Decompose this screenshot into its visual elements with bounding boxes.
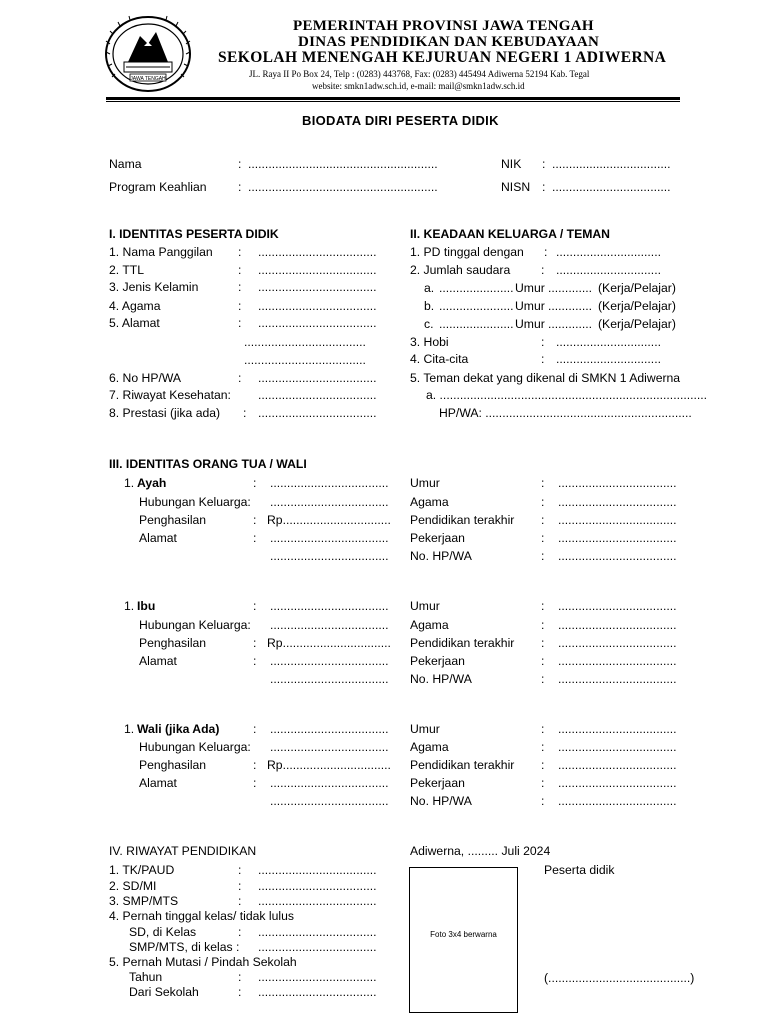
tahun-label: Tahun: [129, 970, 163, 984]
parent-num: 1.: [124, 599, 135, 613]
teman-dekat-label: 5. Teman dekat yang dikenal di SMKN 1 Adiwerna: [410, 371, 681, 385]
umur-field[interactable]: ...................................: [558, 722, 677, 736]
sibling-umur-field[interactable]: .............: [548, 317, 593, 331]
penghasilan-label: Penghasilan: [139, 758, 207, 772]
sibling-umur-field[interactable]: .............: [548, 299, 593, 313]
sibling-umur-label: Umur: [515, 299, 545, 313]
right-colon: :: [541, 776, 545, 790]
right-colon: :: [541, 654, 545, 668]
s1-field[interactable]: ....................................: [244, 353, 366, 367]
pekerjaan-field[interactable]: ...................................: [558, 654, 677, 668]
parent-colon: :: [253, 599, 257, 613]
peserta-didik-label: Peserta didik: [544, 863, 615, 877]
parent-name: Ibu: [137, 599, 156, 613]
s1-label: 2. TTL: [109, 263, 144, 277]
hpwa-label: No. HP/WA: [410, 549, 472, 563]
penghasilan-label: Penghasilan: [139, 636, 207, 650]
pendidikan-label: Pendidikan terakhir: [410, 636, 515, 650]
agama-field[interactable]: ...................................: [558, 618, 677, 632]
signature-name-field[interactable]: (..........................................): [544, 971, 695, 985]
right-colon: :: [541, 549, 545, 563]
kop-divider-thin: [106, 101, 680, 102]
hpwa-field[interactable]: ...................................: [558, 672, 677, 686]
s1-label: 5. Alamat: [109, 316, 160, 330]
parent-num: 1.: [124, 476, 135, 490]
hobi-label: 3. Hobi: [410, 335, 449, 349]
sd-field[interactable]: ...................................: [258, 879, 377, 893]
right-colon: :: [541, 513, 545, 527]
right-colon: :: [541, 758, 545, 772]
penghasilan-colon: :: [253, 758, 257, 772]
sibling-letter: a.: [424, 281, 435, 295]
s1-field[interactable]: ...................................: [258, 245, 377, 259]
right-colon: :: [541, 672, 545, 686]
right-colon: :: [541, 531, 545, 545]
sibling-name-field[interactable]: ......................: [439, 281, 514, 295]
section-4-heading: IV. RIWAYAT PENDIDIKAN: [109, 844, 257, 858]
s1-colon: :: [238, 245, 242, 259]
pekerjaan-label: Pekerjaan: [410, 654, 465, 668]
right-colon: :: [541, 495, 545, 509]
s1-label: 3. Jenis Kelamin: [109, 280, 199, 294]
nama-label: Nama: [109, 157, 142, 171]
photo-box: [409, 867, 518, 1013]
section-1-heading: I. IDENTITAS PESERTA DIDIK: [109, 227, 279, 241]
s1-field[interactable]: ...................................: [258, 316, 377, 330]
smp-kelas-field[interactable]: ...................................: [258, 940, 377, 954]
pd-tinggal-field[interactable]: ...............................: [556, 245, 661, 259]
pendidikan-field[interactable]: ...................................: [558, 636, 677, 650]
pendidikan-field[interactable]: ...................................: [558, 758, 677, 772]
alamat-field[interactable]: ...................................: [270, 776, 389, 790]
pekerjaan-label: Pekerjaan: [410, 776, 465, 790]
hubungan-label: Hubungan Keluarga:: [139, 618, 251, 632]
sd-kelas-label: SD, di Kelas: [129, 925, 197, 939]
parent-name: Wali (jika Ada): [137, 722, 220, 736]
tahun-field[interactable]: ...................................: [258, 970, 377, 984]
s1-field[interactable]: ...................................: [258, 371, 377, 385]
s1-colon: :: [238, 263, 242, 277]
alamat-label: Alamat: [139, 531, 177, 545]
sibling-umur-label: Umur: [515, 317, 545, 331]
umur-field[interactable]: ...................................: [558, 599, 677, 613]
right-colon: :: [541, 722, 545, 736]
hubungan-field[interactable]: ...................................: [270, 618, 389, 632]
pernah-tinggal-label: 4. Pernah tinggal kelas/ tidak lulus: [109, 909, 294, 923]
sibling-letter: c.: [424, 317, 434, 331]
sd-kelas-colon: :: [238, 925, 242, 939]
place-date[interactable]: Adiwerna, ......... Juli 2024: [410, 844, 551, 858]
s1-colon: :: [238, 371, 242, 385]
program-colon: :: [238, 180, 242, 194]
sibling-status: (Kerja/Pelajar): [598, 299, 676, 313]
agama-label: Agama: [410, 618, 449, 632]
smp-label: 3. SMP/MTS: [109, 894, 179, 908]
section-3-heading: III. IDENTITAS ORANG TUA / WALI: [109, 457, 307, 471]
parent-colon: :: [253, 722, 257, 736]
pd-tinggal-colon: :: [544, 245, 548, 259]
s1-label: 8. Prestasi (jika ada): [109, 406, 221, 420]
alamat-label: Alamat: [139, 654, 177, 668]
kop-line-2: DINAS PENDIDIKAN DAN KEBUDAYAAN: [298, 34, 600, 50]
jumlah-saudara-colon: :: [541, 263, 545, 277]
sibling-umur-label: Umur: [515, 281, 545, 295]
pekerjaan-field[interactable]: ...................................: [558, 776, 677, 790]
pendidikan-label: Pendidikan terakhir: [410, 513, 515, 527]
smp-colon: :: [238, 894, 242, 908]
sd-kelas-field[interactable]: ...................................: [258, 925, 377, 939]
sibling-name-field[interactable]: ......................: [439, 317, 514, 331]
cita-cita-label: 4. Cita-cita: [410, 352, 469, 366]
tahun-colon: :: [238, 970, 242, 984]
dari-sekolah-field[interactable]: ...................................: [258, 985, 377, 999]
penghasilan-colon: :: [253, 513, 257, 527]
section-2-heading: II. KEADAAN KELUARGA / TEMAN: [410, 227, 610, 241]
penghasilan-label: Penghasilan: [139, 513, 207, 527]
right-colon: :: [541, 794, 545, 808]
s1-colon: :: [238, 316, 242, 330]
nik-field[interactable]: ...................................: [552, 157, 671, 171]
kop-address: JL. Raya II Po Box 24, Telp : (0283) 443768, Fax: (0283) 445494 Adiwerna 52194 Kab. Tegal: [249, 69, 590, 79]
tk-field[interactable]: ...................................: [258, 863, 377, 877]
alamat-colon: :: [253, 776, 257, 790]
smp-field[interactable]: ...................................: [258, 894, 377, 908]
agama-field[interactable]: ...................................: [558, 740, 677, 754]
nama-colon: :: [238, 157, 242, 171]
jumlah-saudara-field[interactable]: ...............................: [556, 263, 661, 277]
mutasi-label: 5. Pernah Mutasi / Pindah Sekolah: [109, 955, 297, 969]
cita-cita-field[interactable]: ...............................: [556, 352, 661, 366]
kop-divider-thick: [106, 97, 680, 100]
right-colon: :: [541, 618, 545, 632]
alamat-field-2[interactable]: ...................................: [270, 549, 389, 563]
nisn-label: NISN: [501, 180, 531, 194]
sibling-status: (Kerja/Pelajar): [598, 317, 676, 331]
umur-label: Umur: [410, 599, 440, 613]
kop-line-1: PEMERINTAH PROVINSI JAWA TENGAH: [293, 18, 594, 34]
alamat-label: Alamat: [139, 776, 177, 790]
penghasilan-field[interactable]: Rp................................: [267, 513, 391, 527]
alamat-field-2[interactable]: ...................................: [270, 672, 389, 686]
sd-colon: :: [238, 879, 242, 893]
pendidikan-field[interactable]: ...................................: [558, 513, 677, 527]
umur-label: Umur: [410, 476, 440, 490]
teman-hpwa-field[interactable]: HP/WA: .............................................................: [439, 406, 692, 420]
pd-tinggal-label: 1. PD tinggal dengan: [410, 245, 524, 259]
hobi-field[interactable]: ...............................: [556, 335, 661, 349]
tk-colon: :: [238, 863, 242, 877]
alamat-colon: :: [253, 531, 257, 545]
dari-sekolah-colon: :: [238, 985, 242, 999]
hpwa-label: No. HP/WA: [410, 794, 472, 808]
parent-name-field[interactable]: ...................................: [270, 722, 389, 736]
dari-sekolah-label: Dari Sekolah: [129, 985, 199, 999]
nik-colon: :: [542, 157, 546, 171]
program-label: Program Keahlian: [109, 180, 207, 194]
alamat-field-2[interactable]: ...................................: [270, 794, 389, 808]
svg-text:JAWA TENGAH: JAWA TENGAH: [130, 76, 166, 82]
parent-name-field[interactable]: ...................................: [270, 599, 389, 613]
hubungan-label: Hubungan Keluarga:: [139, 740, 251, 754]
right-colon: :: [541, 636, 545, 650]
pekerjaan-label: Pekerjaan: [410, 531, 465, 545]
s1-colon: :: [238, 280, 242, 294]
sibling-name-field[interactable]: ......................: [439, 299, 514, 313]
hubungan-field[interactable]: ...................................: [270, 495, 389, 509]
alamat-field[interactable]: ...................................: [270, 531, 389, 545]
hubungan-label: Hubungan Keluarga:: [139, 495, 251, 509]
s1-colon: :: [238, 299, 242, 313]
penghasilan-colon: :: [253, 636, 257, 650]
hpwa-field[interactable]: ...................................: [558, 794, 677, 808]
kop-line-3: SEKOLAH MENENGAH KEJURUAN NEGERI 1 ADIWERNA: [218, 49, 667, 66]
teman-dekat-field[interactable]: a. ...............................................................................: [426, 388, 708, 402]
hubungan-field[interactable]: ...................................: [270, 740, 389, 754]
hpwa-field[interactable]: ...................................: [558, 549, 677, 563]
parent-colon: :: [253, 476, 257, 490]
s1-field[interactable]: ...................................: [258, 406, 377, 420]
s1-label: 7. Riwayat Kesehatan:: [109, 388, 231, 402]
nisn-colon: :: [542, 180, 546, 194]
sd-label: 2. SD/MI: [109, 879, 157, 893]
cita-cita-colon: :: [541, 352, 545, 366]
pendidikan-label: Pendidikan terakhir: [410, 758, 515, 772]
parent-name: Ayah: [137, 476, 167, 490]
right-colon: :: [541, 476, 545, 490]
penghasilan-field[interactable]: Rp................................: [267, 636, 391, 650]
s1-field[interactable]: ....................................: [244, 335, 366, 349]
photo-caption: Foto 3x4 berwarna: [430, 930, 497, 939]
umur-field[interactable]: ...................................: [558, 476, 677, 490]
sibling-status: (Kerja/Pelajar): [598, 281, 676, 295]
agama-field[interactable]: ...................................: [558, 495, 677, 509]
hobi-colon: :: [541, 335, 545, 349]
umur-label: Umur: [410, 722, 440, 736]
nisn-field[interactable]: ...................................: [552, 180, 671, 194]
right-colon: :: [541, 599, 545, 613]
hpwa-label: No. HP/WA: [410, 672, 472, 686]
sibling-letter: b.: [424, 299, 435, 313]
right-colon: :: [541, 740, 545, 754]
alamat-colon: :: [253, 654, 257, 668]
nik-label: NIK: [501, 157, 522, 171]
agama-label: Agama: [410, 740, 449, 754]
jumlah-saudara-label: 2. Jumlah saudara: [410, 263, 511, 277]
s1-label: 1. Nama Panggilan: [109, 245, 213, 259]
s1-label: 6. No HP/WA: [109, 371, 182, 385]
nama-field[interactable]: ........................................................: [248, 157, 438, 171]
sibling-umur-field[interactable]: .............: [548, 281, 593, 295]
s1-colon: :: [243, 406, 247, 420]
page-title: BIODATA DIRI PESERTA DIDIK: [302, 113, 499, 128]
program-field[interactable]: ........................................................: [248, 180, 438, 194]
s1-field[interactable]: ...................................: [258, 263, 377, 277]
penghasilan-field[interactable]: Rp................................: [267, 758, 391, 772]
kop-contact: website: smkn1adw.sch.id, e-mail: mail@smkn1adw.sch.id: [312, 81, 525, 91]
parent-name-field[interactable]: ...................................: [270, 476, 389, 490]
s1-field[interactable]: ...................................: [258, 280, 377, 294]
s1-label: 4. Agama: [109, 299, 161, 313]
agama-label: Agama: [410, 495, 449, 509]
tk-label: 1. TK/PAUD: [109, 863, 175, 877]
smp-kelas-label: SMP/MTS, di kelas :: [129, 940, 240, 954]
pekerjaan-field[interactable]: ...................................: [558, 531, 677, 545]
parent-num: 1.: [124, 722, 135, 736]
kop-logo: [104, 14, 192, 94]
alamat-field[interactable]: ...................................: [270, 654, 389, 668]
s1-field[interactable]: ...................................: [258, 388, 377, 402]
s1-field[interactable]: ...................................: [258, 299, 377, 313]
